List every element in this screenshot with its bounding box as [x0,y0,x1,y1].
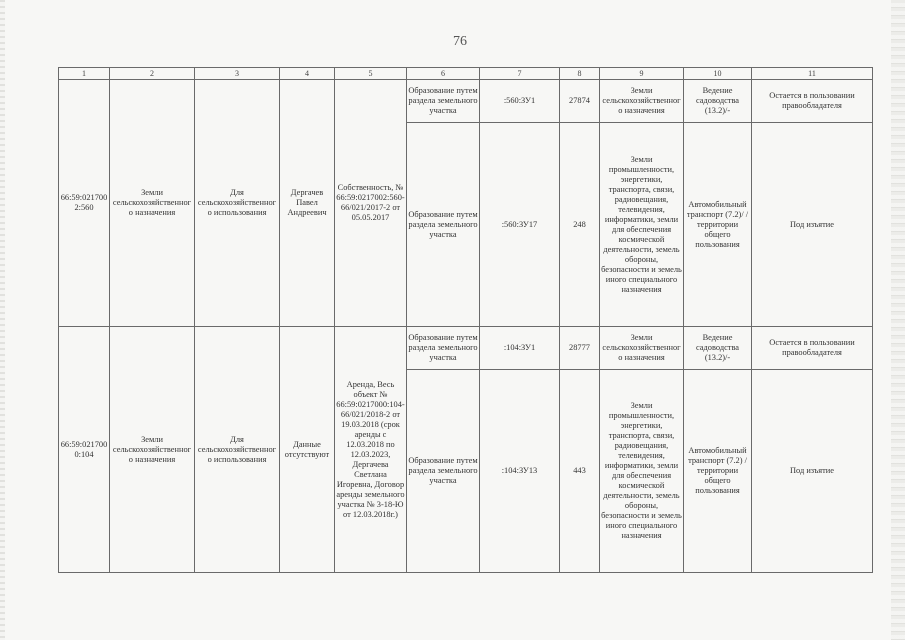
header-cell: 4 [280,68,335,80]
scan-edge-right [891,0,905,640]
designation-cell: :104:ЗУ1 [480,327,560,370]
table-row [59,327,873,370]
designation-cell: :560:ЗУ17 [480,123,560,327]
use-cell: Автомобильный транспорт (7.2)/ /территории общего пользования [684,123,752,327]
category-cell: Земли сельскохозяйственного назначения [600,80,684,123]
header-cell: 9 [600,68,684,80]
category-cell: Земли сельскохозяйственного назначения [600,327,684,370]
land-category-cell: Земли сельскохозяйственного назначения [110,80,195,327]
category-cell: Земли промышленности, энергетики, транспорта, связи, радиовещания, телевидения, информатики, земли для обеспечения космической деятельности, земель обороны, безопасности и земель иного специального назначения [600,370,684,573]
holder-cell: Дергачев Павел Андреевич [280,80,335,327]
header-row [59,68,873,80]
category-cell: Земли промышленности, энергетики, транспорта, связи, радиовещания, телевидения, информатики, земли для обеспечения космической деятельности, земель обороны, безопасности и земель иного специального назначения [600,123,684,327]
permitted-use-cell: Для сельскохозяйственного использования [195,80,280,327]
header-cell: 6 [407,68,480,80]
header-cell: 1 [59,68,110,80]
area-cell: 248 [560,123,600,327]
cadastral-number-cell: 66:59:0217000:104 [59,327,110,573]
permitted-use-cell: Для сельскохозяйственного использования [195,327,280,573]
header-cell: 2 [110,68,195,80]
table-row [59,80,873,123]
right-cell: Собственность, № 66:59:0217002:560-66/021/2017-2 от 05.05.2017 [335,80,407,327]
header-cell: 10 [684,68,752,80]
header-cell: 11 [752,68,873,80]
use-cell: Автомобильный транспорт (7.2) /территории общего пользования [684,370,752,573]
use-cell: Ведение садоводства (13.2)/- [684,327,752,370]
designation-cell: :560:ЗУ1 [480,80,560,123]
area-cell: 27874 [560,80,600,123]
method-cell: Образование путем раздела земельного участка [407,123,480,327]
note-cell: Под изъятие [752,370,873,573]
header-cell: 7 [480,68,560,80]
method-cell: Образование путем раздела земельного участка [407,80,480,123]
holder-cell: Данные отсутствуют [280,327,335,573]
note-cell: Остается в пользовании правообладателя [752,80,873,123]
area-cell: 28777 [560,327,600,370]
header-cell: 5 [335,68,407,80]
note-cell: Остается в пользовании правообладателя [752,327,873,370]
page-number: 76 [453,34,467,49]
designation-cell: :104:ЗУ13 [480,370,560,573]
land-plot-table [58,67,873,573]
right-cell: Аренда, Весь объект № 66:59:0217000:104-66/021/2018-2 от 19.03.2018 (срок аренды с 12.03.2018 по 12.03.2023, Дергачева Светлана Игоревна, Договор аренды земельного участка № 3-18-Ю от 12.03.2018г.) [335,327,407,573]
method-cell: Образование путем раздела земельного участка [407,370,480,573]
header-cell: 8 [560,68,600,80]
note-cell: Под изъятие [752,123,873,327]
area-cell: 443 [560,370,600,573]
cadastral-number-cell: 66:59:0217002:560 [59,80,110,327]
land-category-cell: Земли сельскохозяйственного назначения [110,327,195,573]
method-cell: Образование путем раздела земельного участка [407,327,480,370]
header-cell: 3 [195,68,280,80]
use-cell: Ведение садоводства (13.2)/- [684,80,752,123]
scan-edge-left [0,0,5,640]
